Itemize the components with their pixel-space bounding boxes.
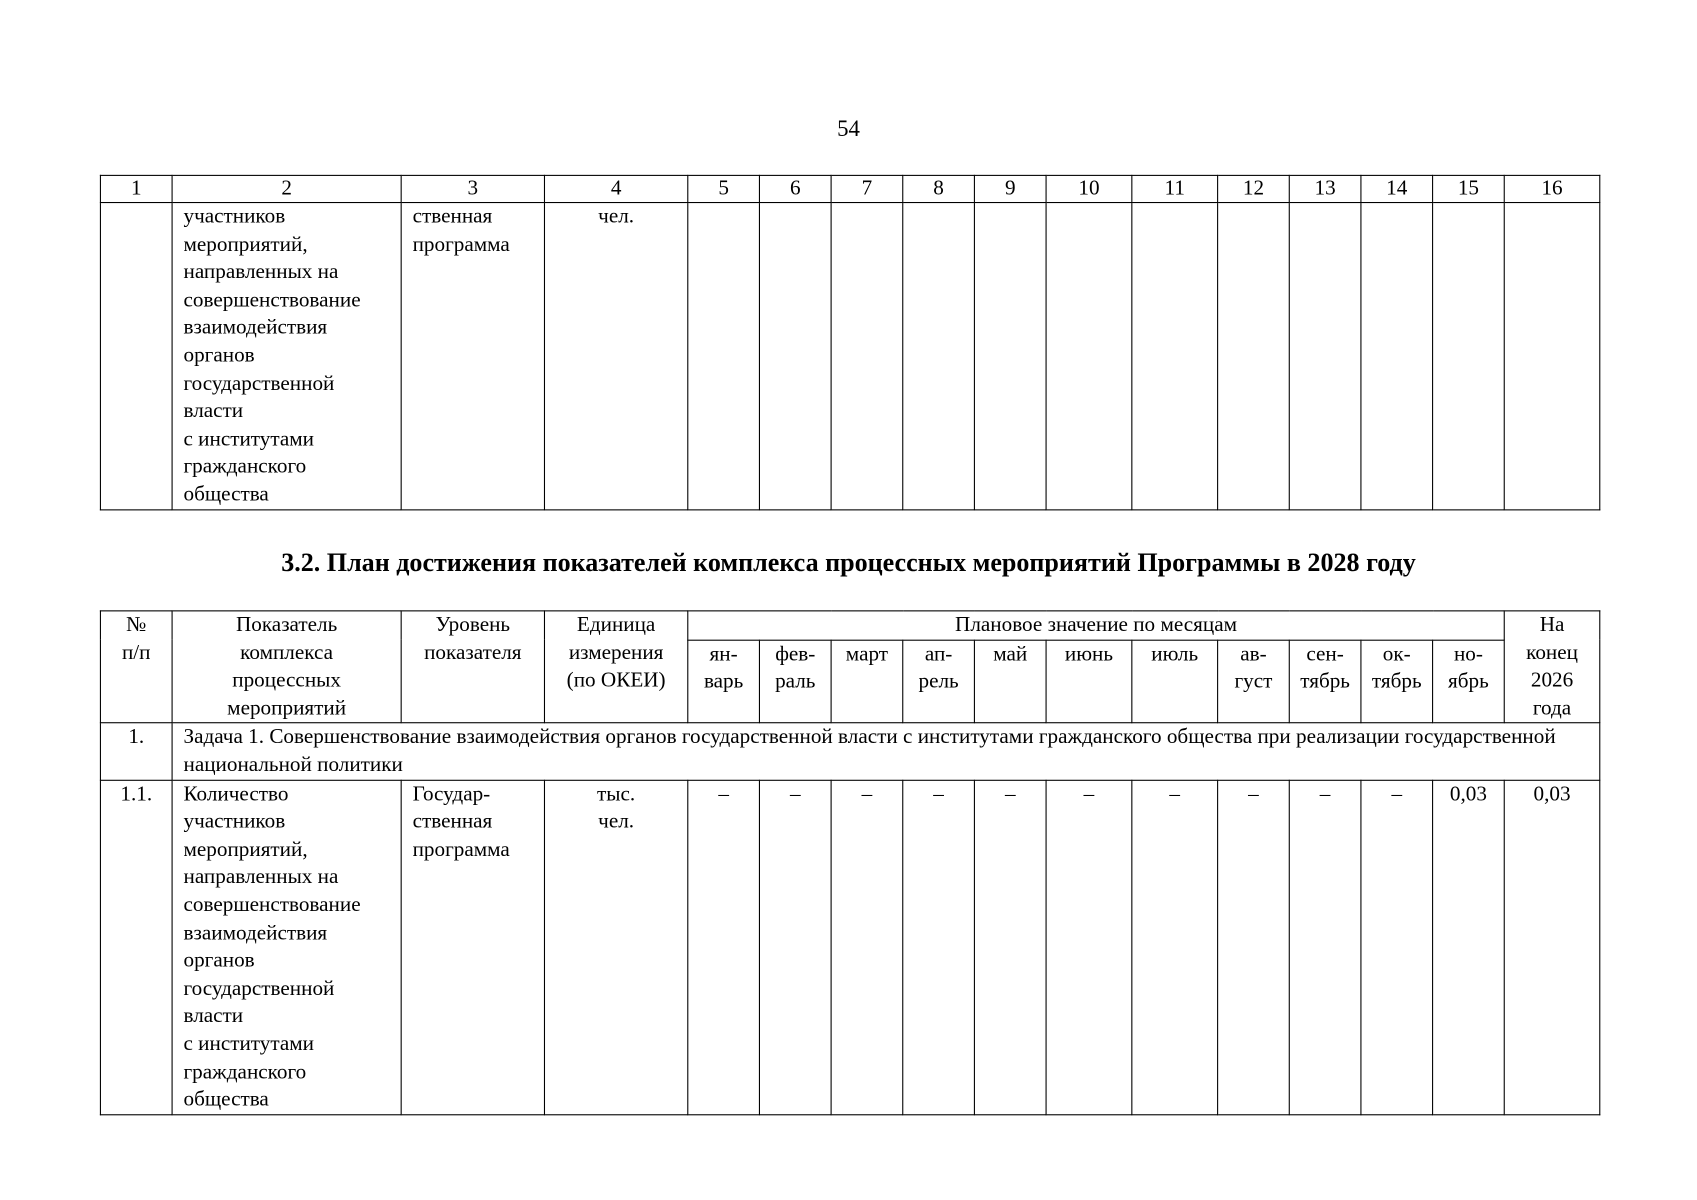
header-level: Уровень показателя: [401, 611, 544, 723]
column-number: 15: [1433, 175, 1505, 202]
month-value: –: [1046, 780, 1132, 1115]
section-heading: 3.2. План достижения показателей комплекса процессных мероприятий Программы в 2028 году: [281, 549, 1416, 578]
column-number: 4: [544, 175, 687, 202]
month-header: ап- рель: [903, 640, 975, 723]
month-header: ок- тябрь: [1361, 640, 1433, 723]
column-number: 1: [100, 175, 172, 202]
value-cell: [759, 203, 831, 510]
unit-cell: чел.: [544, 203, 687, 510]
column-number: 8: [903, 175, 975, 202]
month-header: фев- раль: [759, 640, 831, 723]
value-cell: [1361, 203, 1433, 510]
end-value: 0,03: [1504, 780, 1600, 1115]
unit-cell: тыс. чел.: [544, 780, 687, 1115]
month-header: май: [974, 640, 1046, 723]
value-cell: [1132, 203, 1218, 510]
num-cell: [100, 203, 172, 510]
header-row: [100, 611, 1599, 640]
column-number: 9: [974, 175, 1046, 202]
month-value: –: [759, 780, 831, 1115]
month-value: –: [1218, 780, 1290, 1115]
indicator-cell: Количество участников мероприятий, направленных на совершенствование взаимодействия органов государственной власти с институтами гражданского общества: [172, 780, 401, 1115]
month-value: –: [903, 780, 975, 1115]
value-cell: [1433, 203, 1505, 510]
column-number: 16: [1504, 175, 1600, 202]
column-number-row: [100, 175, 1599, 202]
value-cell: [974, 203, 1046, 510]
month-value: –: [974, 780, 1046, 1115]
level-cell: ственная программа: [401, 203, 544, 510]
column-number: 10: [1046, 175, 1132, 202]
table-row: [100, 203, 1599, 510]
indicator-table-continued: [100, 175, 1600, 511]
column-number: 6: [759, 175, 831, 202]
column-number: 2: [172, 175, 401, 202]
month-value: –: [1361, 780, 1433, 1115]
value-cell: [903, 203, 975, 510]
value-cell: [1504, 203, 1600, 510]
column-number: 5: [688, 175, 760, 202]
row-num: 1.1.: [100, 780, 172, 1115]
task-num: 1.: [100, 723, 172, 780]
task-text: Задача 1. Совершенствование взаимодействия органов государственной власти с институтами гражданского общества при реализации государственной национальной политики: [172, 723, 1600, 780]
level-cell: Государ- ственная программа: [401, 780, 544, 1115]
table-row: [100, 780, 1599, 1115]
month-header: март: [831, 640, 903, 723]
indicator-cell: участников мероприятий, направленных на совершенствование взаимодействия органов государственной власти с институтами гражданского общества: [172, 203, 401, 510]
value-cell: [1289, 203, 1361, 510]
month-value: –: [831, 780, 903, 1115]
header-indicator: Показатель комплекса процессных мероприятий: [172, 611, 401, 723]
month-header: сен- тябрь: [1289, 640, 1361, 723]
header-plan: Плановое значение по месяцам: [688, 611, 1504, 640]
header-num: № п/п: [100, 611, 172, 723]
month-header: июль: [1132, 640, 1218, 723]
month-value: –: [1132, 780, 1218, 1115]
month-header: июнь: [1046, 640, 1132, 723]
column-number: 14: [1361, 175, 1433, 202]
column-number: 13: [1289, 175, 1361, 202]
task-row: [100, 723, 1599, 780]
month-header: ян- варь: [688, 640, 760, 723]
indicator-plan-table: [100, 610, 1600, 1115]
month-value: –: [1289, 780, 1361, 1115]
column-number: 11: [1132, 175, 1218, 202]
value-cell: [831, 203, 903, 510]
header-unit: Единица измерения (по ОКЕИ): [544, 611, 687, 723]
header-end: На конец 2026 года: [1504, 611, 1600, 723]
column-number: 12: [1218, 175, 1290, 202]
value-cell: [1218, 203, 1290, 510]
page-number: 54: [837, 115, 860, 142]
column-number: 7: [831, 175, 903, 202]
month-value: –: [688, 780, 760, 1115]
value-cell: [688, 203, 760, 510]
month-value: 0,03: [1433, 780, 1505, 1115]
value-cell: [1046, 203, 1132, 510]
column-number: 3: [401, 175, 544, 202]
month-header: но- ябрь: [1433, 640, 1505, 723]
month-header: ав- густ: [1218, 640, 1290, 723]
